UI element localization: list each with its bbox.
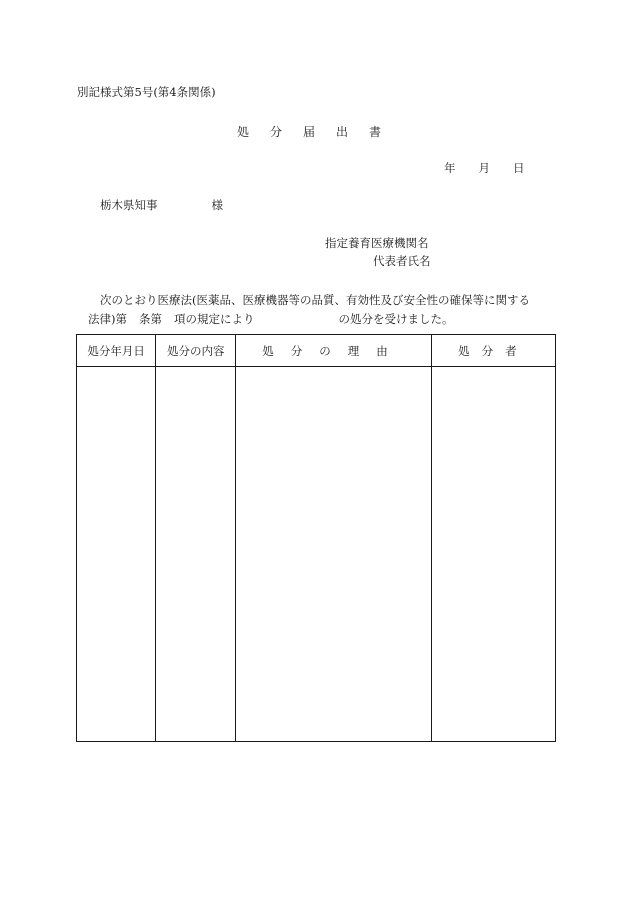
header-disposition-authority: 処分者 xyxy=(431,335,555,367)
form-number: 別記様式第5号(第4条関係) xyxy=(77,85,216,99)
body-text-line-2 xyxy=(88,311,454,327)
header-disposition-date: 処分年月日 xyxy=(77,335,156,367)
cell-disposition-authority[interactable] xyxy=(431,367,555,742)
representative-name-label: 代表者氏名 xyxy=(373,254,431,268)
table-row xyxy=(77,367,556,742)
addressee-honorific: 様 xyxy=(211,198,223,212)
addressee xyxy=(100,197,223,213)
body-article: 条第 xyxy=(139,312,162,326)
header-disposition-content: 処分の内容 xyxy=(156,335,236,367)
body-text-line-1: 次のとおり医療法(医薬品、医療機器等の品質、有効性及び安全性の確保等に関する xyxy=(100,293,530,307)
date-day: 日 xyxy=(513,161,525,175)
body-paragraph: 項の規定により xyxy=(174,312,255,326)
table-header-row xyxy=(77,335,556,367)
body-disposition-received: の処分を受けました。 xyxy=(338,312,454,326)
institution-name-label: 指定養育医療機関名 xyxy=(325,236,429,250)
disposition-table xyxy=(76,334,556,742)
date-year: 年 xyxy=(444,161,456,175)
body-law-prefix: 法律)第 xyxy=(88,312,127,326)
document-title: 処分届出書 xyxy=(237,125,403,139)
header-disposition-reason: 処分の理由 xyxy=(236,335,431,367)
addressee-name: 栃木県知事 xyxy=(100,198,158,212)
date-line xyxy=(444,160,525,176)
date-month: 月 xyxy=(478,161,490,175)
cell-disposition-reason[interactable] xyxy=(236,367,431,742)
cell-disposition-date[interactable] xyxy=(77,367,156,742)
cell-disposition-content[interactable] xyxy=(156,367,236,742)
